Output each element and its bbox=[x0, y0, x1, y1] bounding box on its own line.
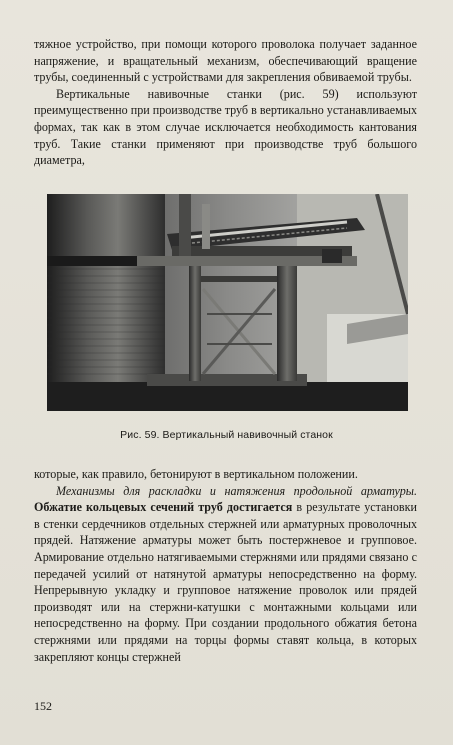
section-paragraph bbox=[34, 483, 417, 666]
bottom-text-block bbox=[34, 466, 417, 665]
paragraph-2: Вертикальные навивочные станки (рис. 59) используют преимущественно при производстве труб в вертикально устанавливаемых формах, так как в этом случае исключается необходимость кантования труб. Такие станки применяют при производстве труб большого диаметра, bbox=[34, 86, 417, 168]
machine-photo-image bbox=[47, 194, 408, 411]
section-body-text: в результате установки в стенки сердечников отдельных стержней или арматурных проволочных прядей. Натяжение арматуры может быть постержневое и групповое. Армирование отдельно натягиваемыми стержнями или прядями связано с передачей усилий от натянутой арматуры непосредственно на форму. Непрерывную укладку и групповое натяжение проволок или прядей производят или на стержни-катушки с монтажными кольцами или непосредственно на форму. При создании продольного обжатия бетона стержнями или прядями на торцы формы ставят кольца, в которых закрепляют концы стержней bbox=[34, 500, 417, 664]
continuation-paragraph: которые, как правило, бетонируют в вертикальном положении. bbox=[34, 467, 358, 481]
section-heading-bold: Обжатие кольцевых сечений труб достигается bbox=[34, 500, 293, 515]
figure-photo bbox=[47, 194, 408, 411]
section-heading-italic: Механизмы для раскладки и натяжения продольной арматуры. bbox=[56, 483, 417, 498]
page-number: 152 bbox=[34, 699, 52, 713]
figure-caption: Рис. 59. Вертикальный навивочный станок bbox=[120, 429, 333, 441]
paragraph-1: тяжное устройство, при помощи которого проволока получает заданное напряжение, и вращательный механизм, обеспечивающий вращение трубы, соединенный с устройствами для закрепления обвиваемой трубы. bbox=[34, 37, 417, 85]
top-text-block bbox=[34, 36, 417, 169]
